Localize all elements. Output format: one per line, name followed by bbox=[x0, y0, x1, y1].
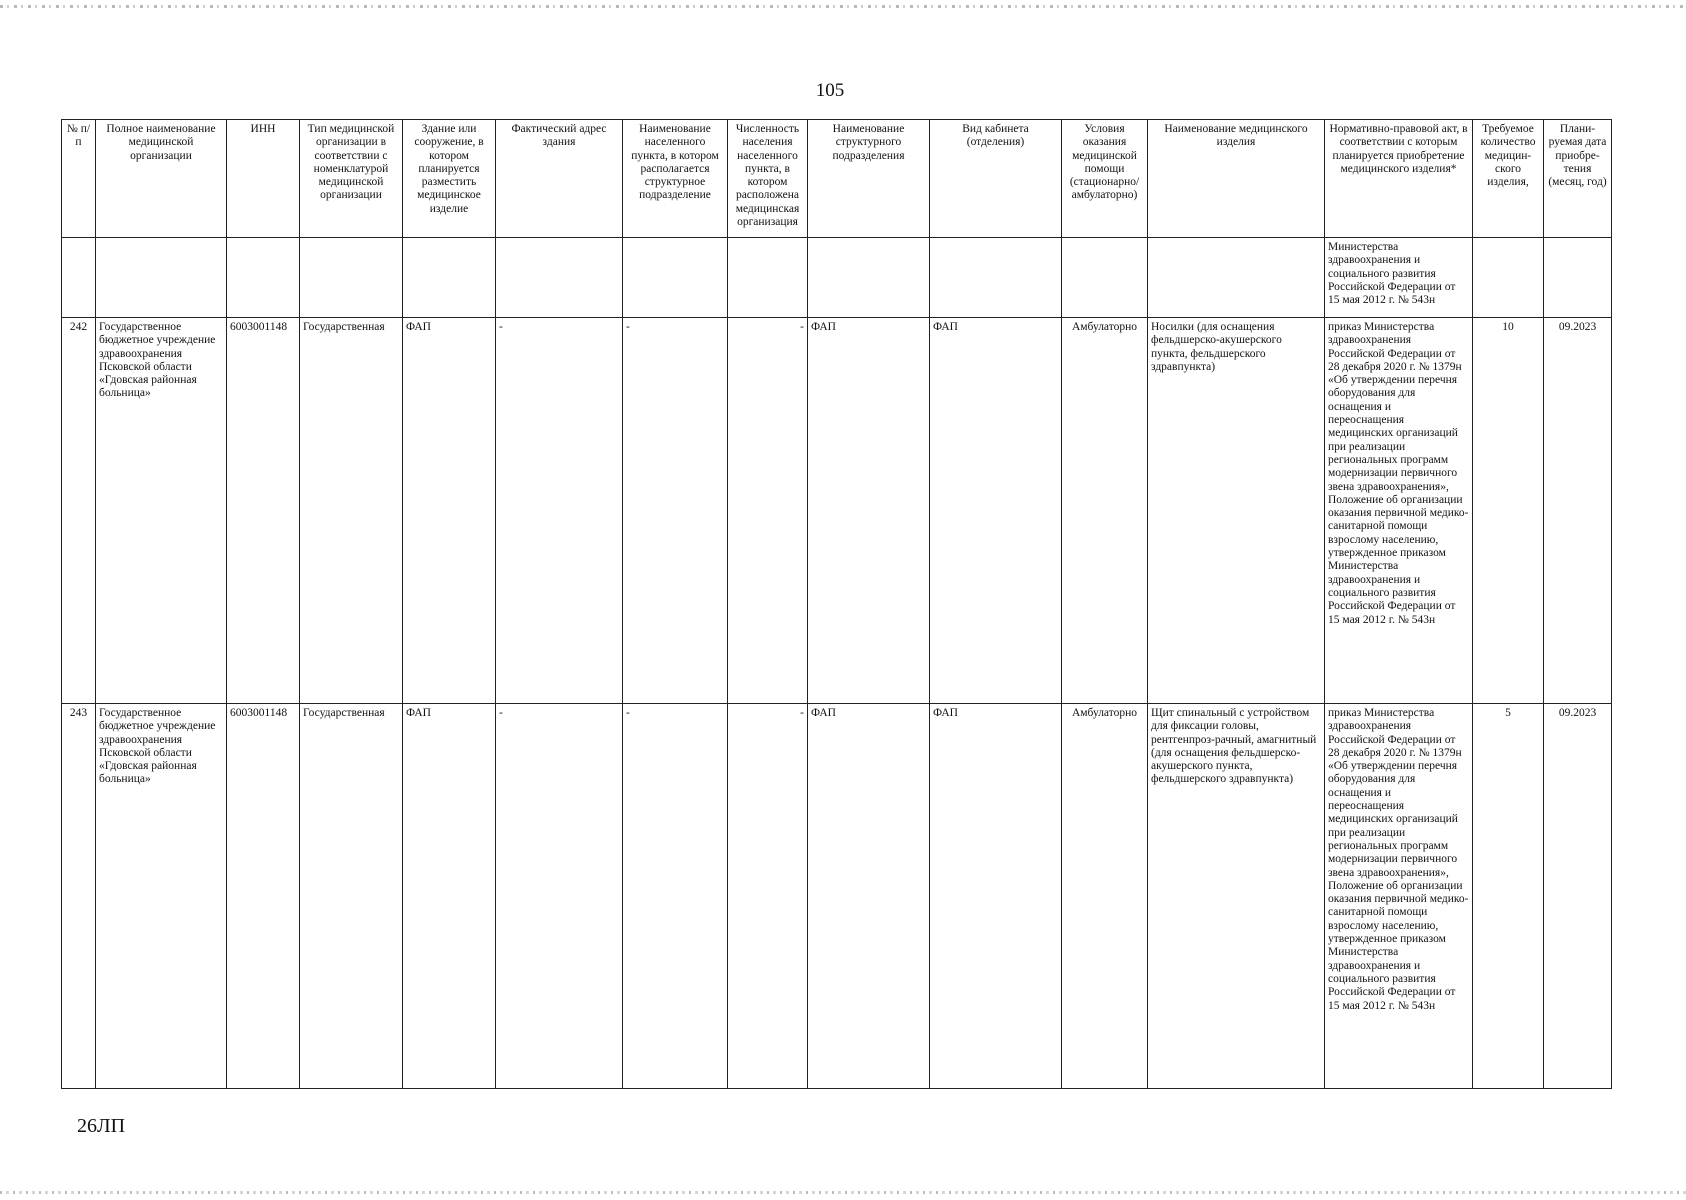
care-conditions: Амбулаторно bbox=[1062, 704, 1148, 1089]
table-row bbox=[62, 318, 1612, 704]
population: - bbox=[728, 318, 808, 704]
act-continuation-text: Министерства здравоохранения и социального развития Российской Федерации от 15 мая 2012 г. № 543н bbox=[1325, 238, 1473, 318]
table-row bbox=[62, 704, 1612, 1089]
col-header-locality: Наименование населенного пункта, в котором располагается структурное подразделение bbox=[623, 120, 728, 238]
col-header-device: Наименование медицинского изделия bbox=[1148, 120, 1325, 238]
scan-edge-bottom bbox=[0, 1191, 1686, 1194]
structural-unit: ФАП bbox=[808, 704, 930, 1089]
care-conditions: Амбулаторно bbox=[1062, 318, 1148, 704]
col-header-cabinet: Вид кабинета (отделения) bbox=[930, 120, 1062, 238]
col-header-conditions: Условия оказания медицинской помощи (стационарно/ амбулаторно) bbox=[1062, 120, 1148, 238]
legal-act: приказ Министерства здравоохранения Российской Федерации от 28 декабря 2020 г. № 1379н «Об утверждении перечня оборудования для оснащения и переоснащения медицинских организаций при реализации региональных программ модернизации первичного звена здравоохранения», Положение об организации оказания первичной медико-санитарной помощи взрослому населению, утвержденное приказом Министерства здравоохранения и социального развития Российской Федерации от 15 мая 2012 г. № 543н bbox=[1325, 318, 1473, 704]
col-header-date: Плани-руемая дата приобре-тения (месяц, год) bbox=[1544, 120, 1612, 238]
header-row bbox=[62, 120, 1612, 238]
col-header-quantity: Требуемое количество медицин-ского изделия, bbox=[1473, 120, 1544, 238]
address: - bbox=[496, 704, 623, 1089]
table-row-continuation bbox=[62, 238, 1612, 318]
quantity: 5 bbox=[1473, 704, 1544, 1089]
structural-unit: ФАП bbox=[808, 318, 930, 704]
population: - bbox=[728, 704, 808, 1089]
locality: - bbox=[623, 318, 728, 704]
legal-act: приказ Министерства здравоохранения Российской Федерации от 28 декабря 2020 г. № 1379н «Об утверждении перечня оборудования для оснащения и переоснащения медицинских организаций при реализации региональных программ модернизации первичного звена здравоохранения», Положение об организации оказания первичной медико-санитарной помощи взрослому населению, утвержденное приказом Министерства здравоохранения и социального развития Российской Федерации от 15 мая 2012 г. № 543н bbox=[1325, 704, 1473, 1089]
cabinet-type: ФАП bbox=[930, 318, 1062, 704]
purchase-date: 09.2023 bbox=[1544, 318, 1612, 704]
org-name: Государственное бюджетное учреждение здравоохранения Псковской области «Гдовская районная больница» bbox=[96, 318, 227, 704]
quantity: 10 bbox=[1473, 318, 1544, 704]
page-number: 105 bbox=[815, 80, 845, 101]
equipment-table bbox=[61, 119, 1612, 1089]
inn-value: 6003001148 bbox=[227, 704, 300, 1089]
row-number: 242 bbox=[62, 318, 96, 704]
col-header-num: № п/п bbox=[62, 120, 96, 238]
col-header-org: Полное наименование медицинской организации bbox=[96, 120, 227, 238]
col-header-inn: ИНН bbox=[227, 120, 300, 238]
address: - bbox=[496, 318, 623, 704]
purchase-date: 09.2023 bbox=[1544, 704, 1612, 1089]
col-header-building: Здание или сооружение, в котором планируется разместить медицинское изделие bbox=[403, 120, 496, 238]
building: ФАП bbox=[403, 318, 496, 704]
scan-edge-top bbox=[0, 5, 1686, 8]
col-header-act: Нормативно-правовой акт, в соответствии с которым планируется приобретение медицинского изделия* bbox=[1325, 120, 1473, 238]
row-number: 243 bbox=[62, 704, 96, 1089]
cabinet-type: ФАП bbox=[930, 704, 1062, 1089]
col-header-population: Численность населения населенного пункта, в котором расположена медицинская организация bbox=[728, 120, 808, 238]
org-type: Государственная bbox=[300, 704, 403, 1089]
col-header-unit: Наименование структурного подразделения bbox=[808, 120, 930, 238]
locality: - bbox=[623, 704, 728, 1089]
org-type: Государственная bbox=[300, 318, 403, 704]
col-header-address: Фактический адрес здания bbox=[496, 120, 623, 238]
footer-code: 26ЛП bbox=[77, 1115, 126, 1137]
org-name: Государственное бюджетное учреждение здравоохранения Псковской области «Гдовская районная больница» bbox=[96, 704, 227, 1089]
col-header-type: Тип медицинской организации в соответствии с номенклатурой медицинской организации bbox=[300, 120, 403, 238]
building: ФАП bbox=[403, 704, 496, 1089]
inn-value: 6003001148 bbox=[227, 318, 300, 704]
device-name: Носилки (для оснащения фельдшерско-акушерского пункта, фельдшерского здравпункта) bbox=[1148, 318, 1325, 704]
device-name: Щит спинальный с устройством для фиксации головы, рентгенпроз-рачный, амагнитный (для оснащения фельдшерско-акушерского пункта, фельдшерского здравпункта) bbox=[1148, 704, 1325, 1089]
